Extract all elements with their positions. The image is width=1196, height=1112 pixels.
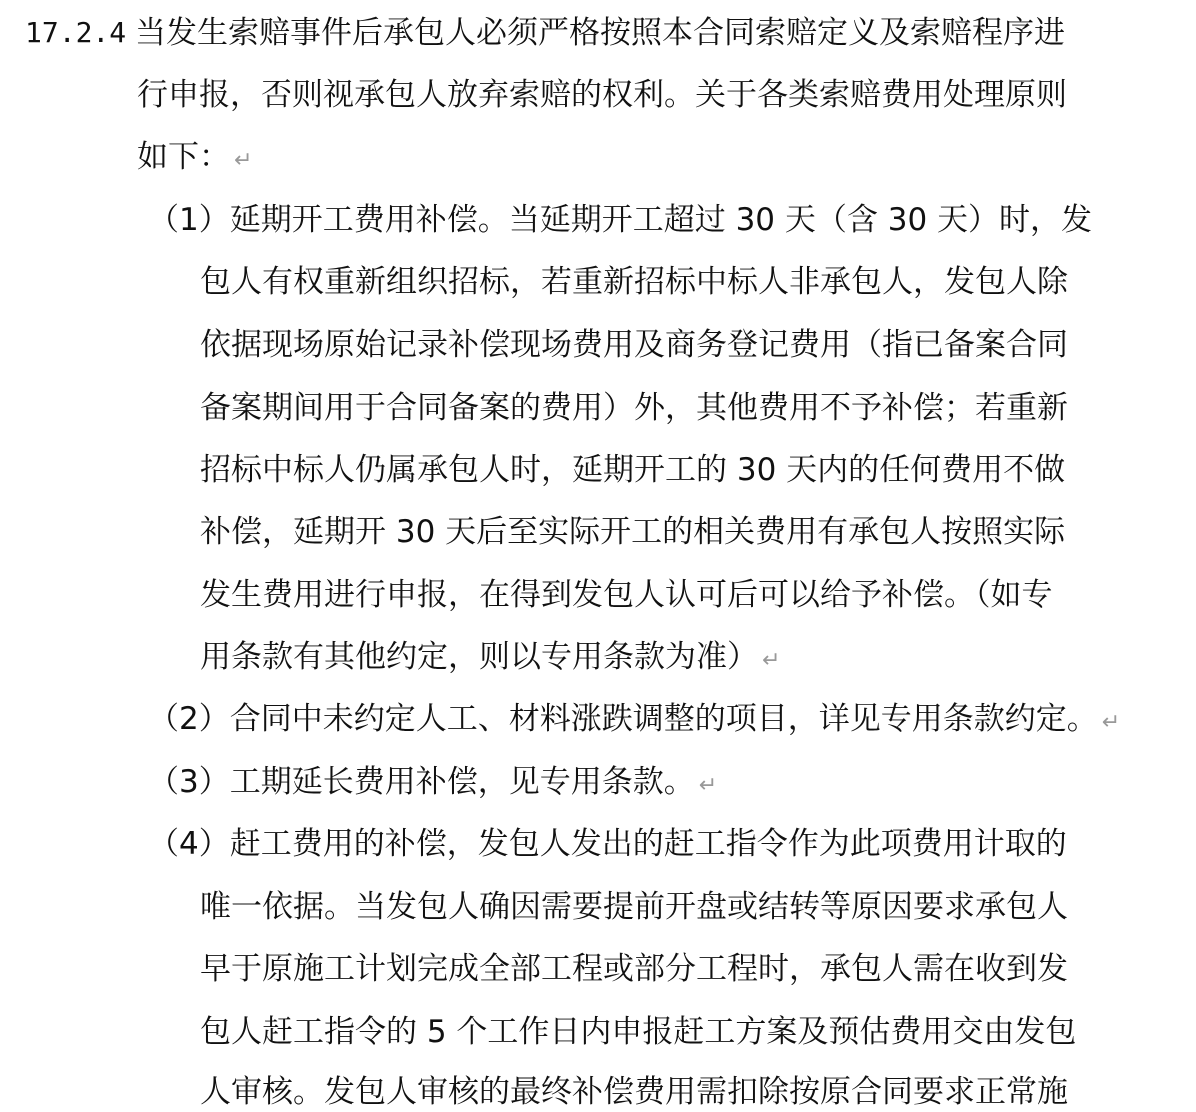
item-4-line: （4）赶工费用的补偿，发包人发出的赶工指令作为此项费用计取的 <box>148 826 1067 862</box>
item-text: （3）工期延长费用补偿，见专用条款。 <box>148 764 695 800</box>
clause-line: 当发生索赔事件后承包人必须严格按照本合同索赔定义及索赔程序进 <box>135 15 1065 51</box>
paragraph-mark-icon: ↵ <box>762 648 781 673</box>
clause-line: 行申报，否则视承包人放弃索赔的权利。关于各类索赔费用处理原则 <box>137 77 1067 113</box>
item-1-line <box>200 637 780 677</box>
item-text: 用条款有其他约定，则以专用条款为准） <box>200 639 758 675</box>
item-4-line: 人审核。发包人审核的最终补偿费用需扣除按原合同要求正常施 <box>200 1074 1068 1110</box>
item-4-line: 包人赶工指令的 5 个工作日内申报赶工方案及预估费用交由发包 <box>200 1014 1077 1050</box>
item-1-line: 补偿，延期开 30 天后至实际开工的相关费用有承包人按照实际 <box>200 514 1066 550</box>
paragraph-mark-icon: ↵ <box>1101 710 1121 735</box>
item-3-line <box>148 762 717 802</box>
item-1-line: 发生费用进行申报，在得到发包人认可后可以给予补偿。（如专 <box>200 577 1053 613</box>
item-1-line: （1）延期开工费用补偿。当延期开工超过 30 天（含 30 天）时，发 <box>148 202 1093 238</box>
item-4-line: 早于原施工计划完成全部工程或部分工程时，承包人需在收到发 <box>200 951 1068 987</box>
item-4-line: 唯一依据。当发包人确因需要提前开盘或结转等原因要求承包人 <box>200 889 1068 925</box>
item-1-line: 依据现场原始记录补偿现场费用及商务登记费用（指已备案合同 <box>200 327 1068 363</box>
item-2-line <box>148 699 1120 739</box>
clause-line <box>137 137 252 177</box>
paragraph-mark-icon: ↵ <box>234 148 253 173</box>
clause-number: 17.2.4 <box>25 16 127 49</box>
item-1-line: 招标中标人仍属承包人时，延期开工的 30 天内的任何费用不做 <box>200 452 1066 488</box>
paragraph-mark-icon: ↵ <box>698 773 718 798</box>
item-1-line: 包人有权重新组织招标，若重新招标中标人非承包人，发包人除 <box>200 264 1068 300</box>
clause-text: 如下： <box>137 139 230 175</box>
item-text: （2）合同中未约定人工、材料涨跌调整的项目，详见专用条款约定。 <box>148 701 1098 737</box>
item-1-line: 备案期间用于合同备案的费用）外，其他费用不予补偿；若重新 <box>200 390 1068 426</box>
